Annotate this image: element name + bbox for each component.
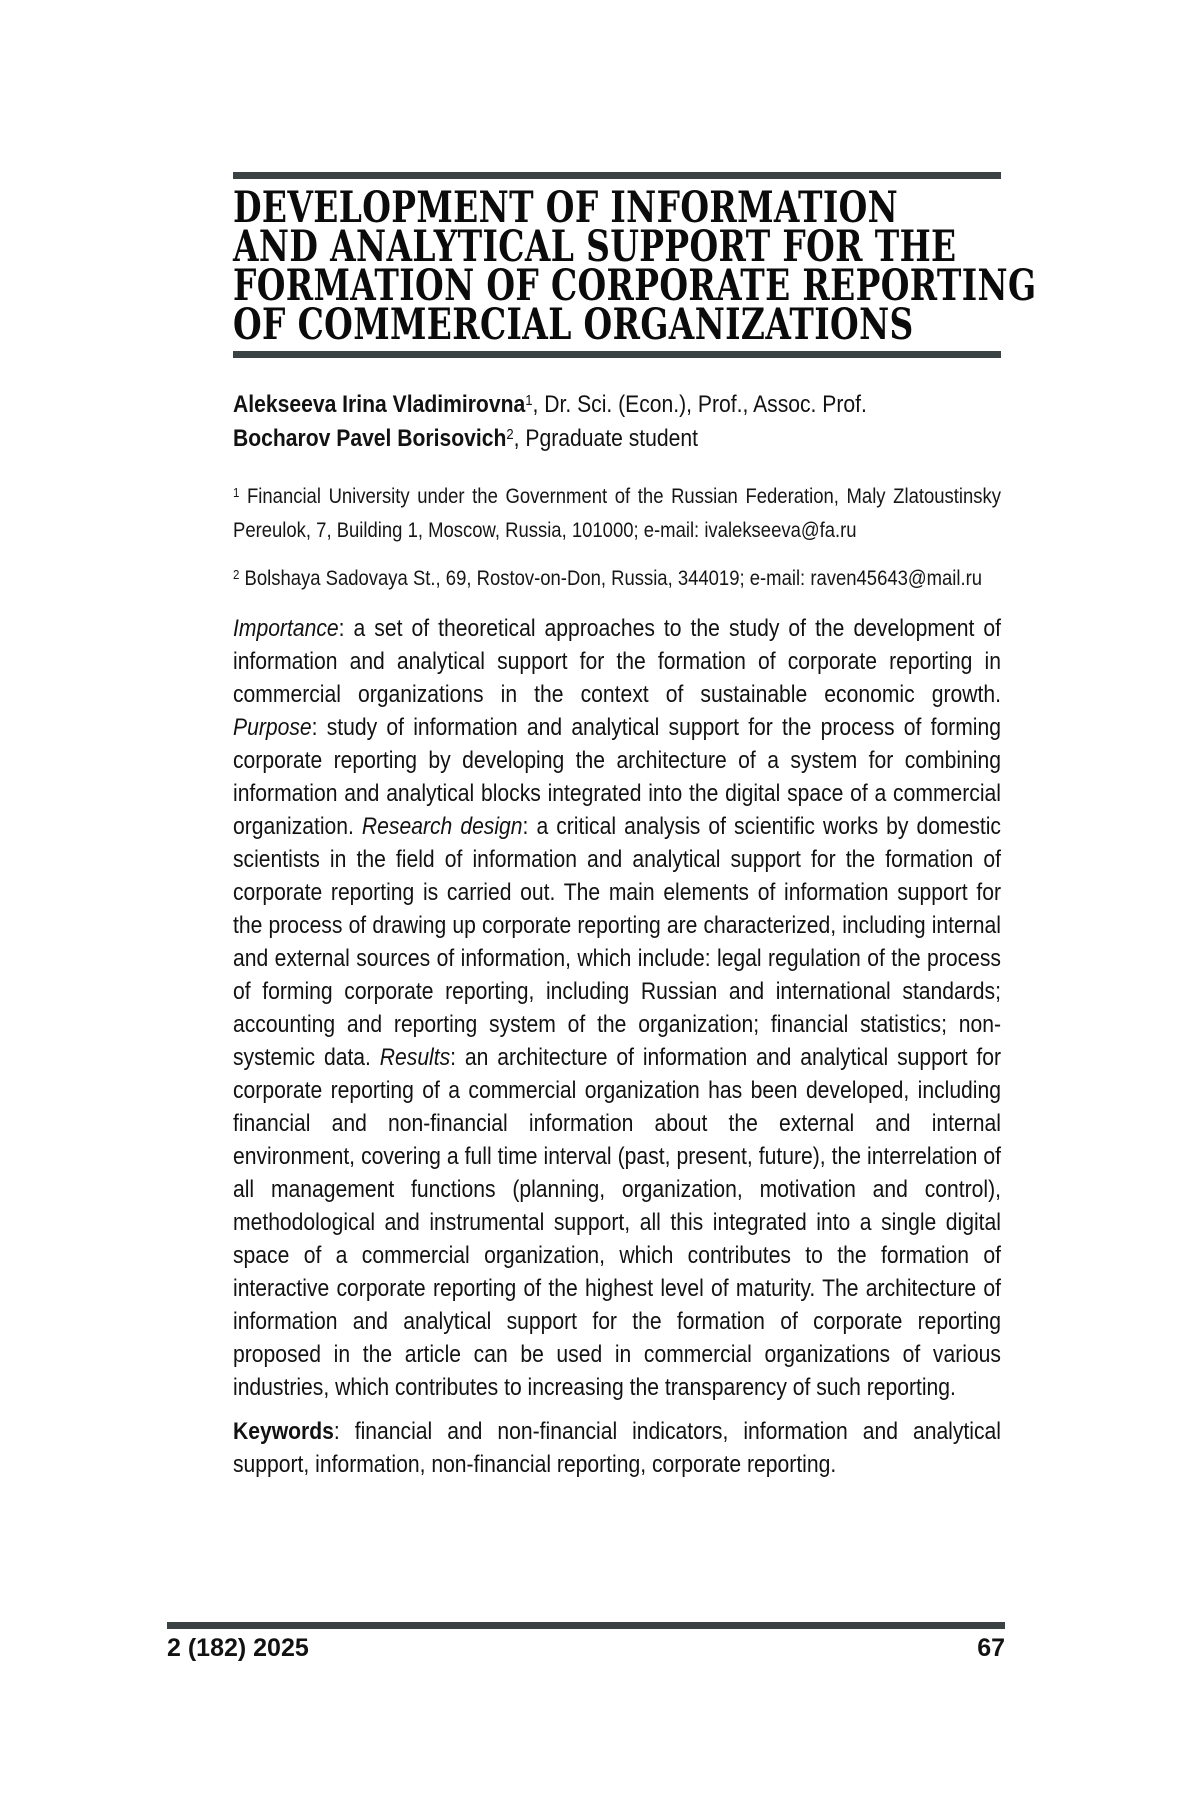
title-line-4: OF COMMERCIAL ORGANIZATIONS	[233, 300, 914, 350]
affiliation-1: $^1$ Financial University under the Government of the Russian Federation, Maly Zlatoustinsky Pereulok, 7, Building 1, Moscow, Russia, 101000; e-mail: ivalekseeva@fa.ru	[233, 485, 1001, 542]
author-1: Alekseeva Irina Vladimirovna$^1$, Dr. Sci. (Econ.), Prof., Assoc. Prof.	[233, 391, 867, 418]
page-number: 67	[977, 1634, 1005, 1662]
affiliation-2: $^2$ Bolshaya Sadovaya St., 69, Rostov-on-Don, Russia, 344019; e-mail: raven45643@mail.ru	[233, 567, 983, 590]
page-footer	[167, 1622, 1005, 1663]
title-line-2: AND ANALYTICAL SUPPORT FOR THE	[233, 222, 957, 272]
text-column	[233, 388, 1001, 1481]
journal-issue: 2 (182) 2025	[167, 1634, 309, 1662]
title-line-3: FORMATION OF CORPORATE REPORTING	[233, 261, 1037, 311]
title-line-1: DEVELOPMENT OF INFORMATION	[233, 183, 899, 233]
footer-rule	[167, 1622, 1005, 1629]
abstract-paragraph: Importance: a set of theoretical approaches to the study of the development of information and analytical support for the formation of corporate reporting in commercial organizations in the context of sustainable economic growth. Purpose: study of information and analytical support for the process of forming corporate reporting by developing the architecture of a system for combining information and analytical blocks integrated into the digital space of a commercial organization. Research design: a critical analysis of scientific works by domestic scientists in the field of information and analytical support for the formation of corporate reporting is carried out. The main elements of information support for the process of drawing up corporate reporting are characterized, including internal and external sources of information, which include: legal regulation of the process of forming corporate reporting, including Russian and international standards; accounting and reporting system of the organization; financial statistics; non-systemic data. Results: an architecture of information and analytical support for corporate reporting of a commercial organization has been developed, including financial and non-financial information about the external and internal environment, covering a full time interval (past, present, future), the interrelation of all management functions (planning, organization, motivation and control), methodological and instrumental support, all this integrated into a single digital space of a commercial organization, which contributes to the formation of interactive corporate reporting of the highest level of maturity. The architecture of information and analytical support for the formation of corporate reporting proposed in the article can be used in commercial organizations of various industries, which contributes to increasing the transparency of such reporting.	[233, 615, 1001, 1401]
article-content	[233, 172, 1037, 1481]
author-2: Bocharov Pavel Borisovich$^2$, Pgraduate student	[233, 425, 698, 452]
authors-block	[233, 388, 1001, 456]
title-bottom-rule	[233, 351, 1001, 358]
article-title	[233, 183, 1037, 350]
footer-row	[167, 1629, 1005, 1663]
title-top-rule	[233, 172, 1001, 179]
keywords-paragraph: Keywords: financial and non-financial indicators, information and analytical support, information, non-financial reporting, corporate reporting.	[233, 1418, 1001, 1478]
